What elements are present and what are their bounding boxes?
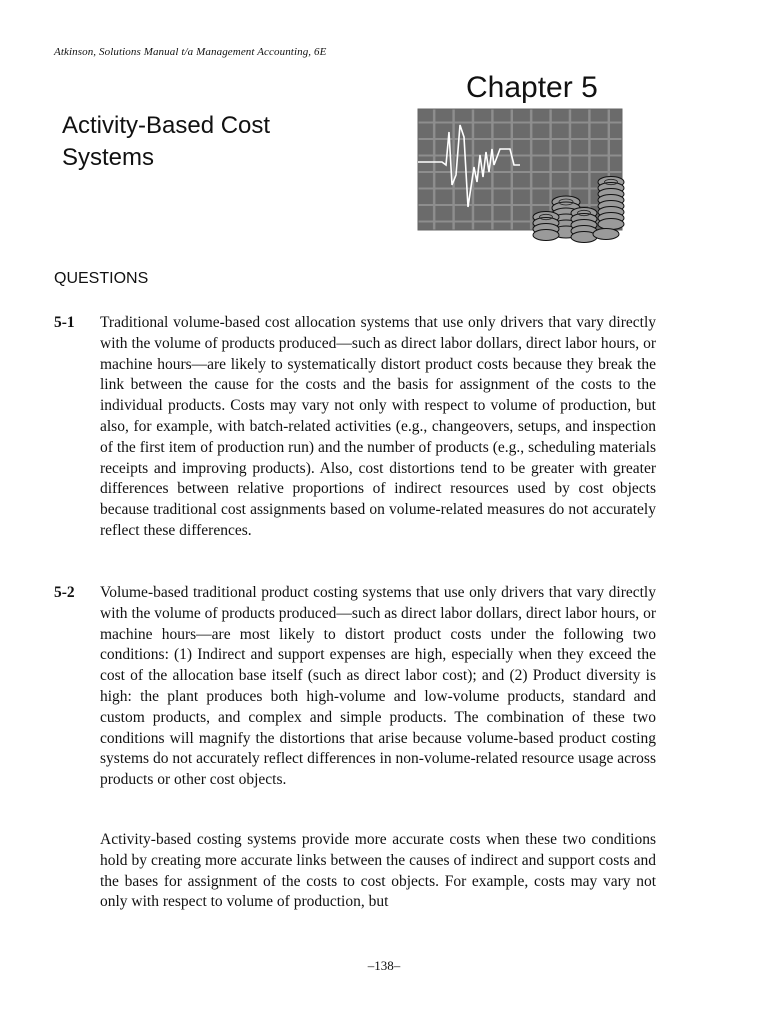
page-number: –138– [367, 958, 401, 973]
section-heading: QUESTIONS [54, 270, 149, 287]
chapter-title [62, 110, 270, 174]
chapter-title-line-2: Systems [62, 144, 155, 171]
chapter-label: Chapter 5 [466, 71, 598, 104]
chapter-title-line-1: Activity-Based Cost [62, 112, 271, 139]
chart-and-coins-icon [416, 107, 626, 247]
running-header: Atkinson, Solutions Manual t/a Management Accounting, 6E [54, 46, 327, 58]
question-answer-text: Volume-based traditional product costing systems that use only drivers that vary directly with the volume of products produced—such as direct labor dollars, direct labor hours, or machine hours—are most likely to distort product costs under the following two conditions: (1) Indirect and support expenses are high, especially when they exceed the cost of the allocation base itself (such as direct labor cost); and (2) Product diversity is high: the plant produces both high-volume and low-volume products, standard and custom products, and complex and simple products. The combination of these two conditions will magnify the distortions that arise because volume-based product costing systems do not accurately reflect differences in non-volume-related resource usage across products or other cost objects. [100, 584, 656, 789]
question-answer-text: Traditional volume-based cost allocation systems that use only drivers that vary directly with the volume of products produced—such as direct labor dollars, direct labor hours, or machine hours—are likely to systematically distort product costs because they break the link between the cause for the costs and the basis for assignment of the costs to the individual products. Costs may vary not only with respect to volume of production, but also, for example, with batch-related activities (e.g., changeovers, setups, and inspection of the first item of production run) and the number of products (e.g., scheduling materials receipts and improving products). Also, cost distortions tend to be greater with greater differences between relative proportions of indirect resources used by cost objects because traditional cost assignments based on volume-related measures do not accurately reflect these differences. [100, 314, 656, 539]
question-5-1 [54, 313, 656, 542]
question-5-2 [54, 583, 656, 791]
continuation-text: Activity-based costing systems provide more accurate costs when these two conditions hold by creating more accurate links between the causes of indirect and support costs and the bases for assignment of the costs to cost objects. For example, costs may vary not only with respect to volume of production, but [100, 831, 656, 911]
question-number: 5-2 [54, 584, 75, 601]
question-5-2-continuation [54, 830, 656, 913]
question-number: 5-1 [54, 314, 75, 331]
